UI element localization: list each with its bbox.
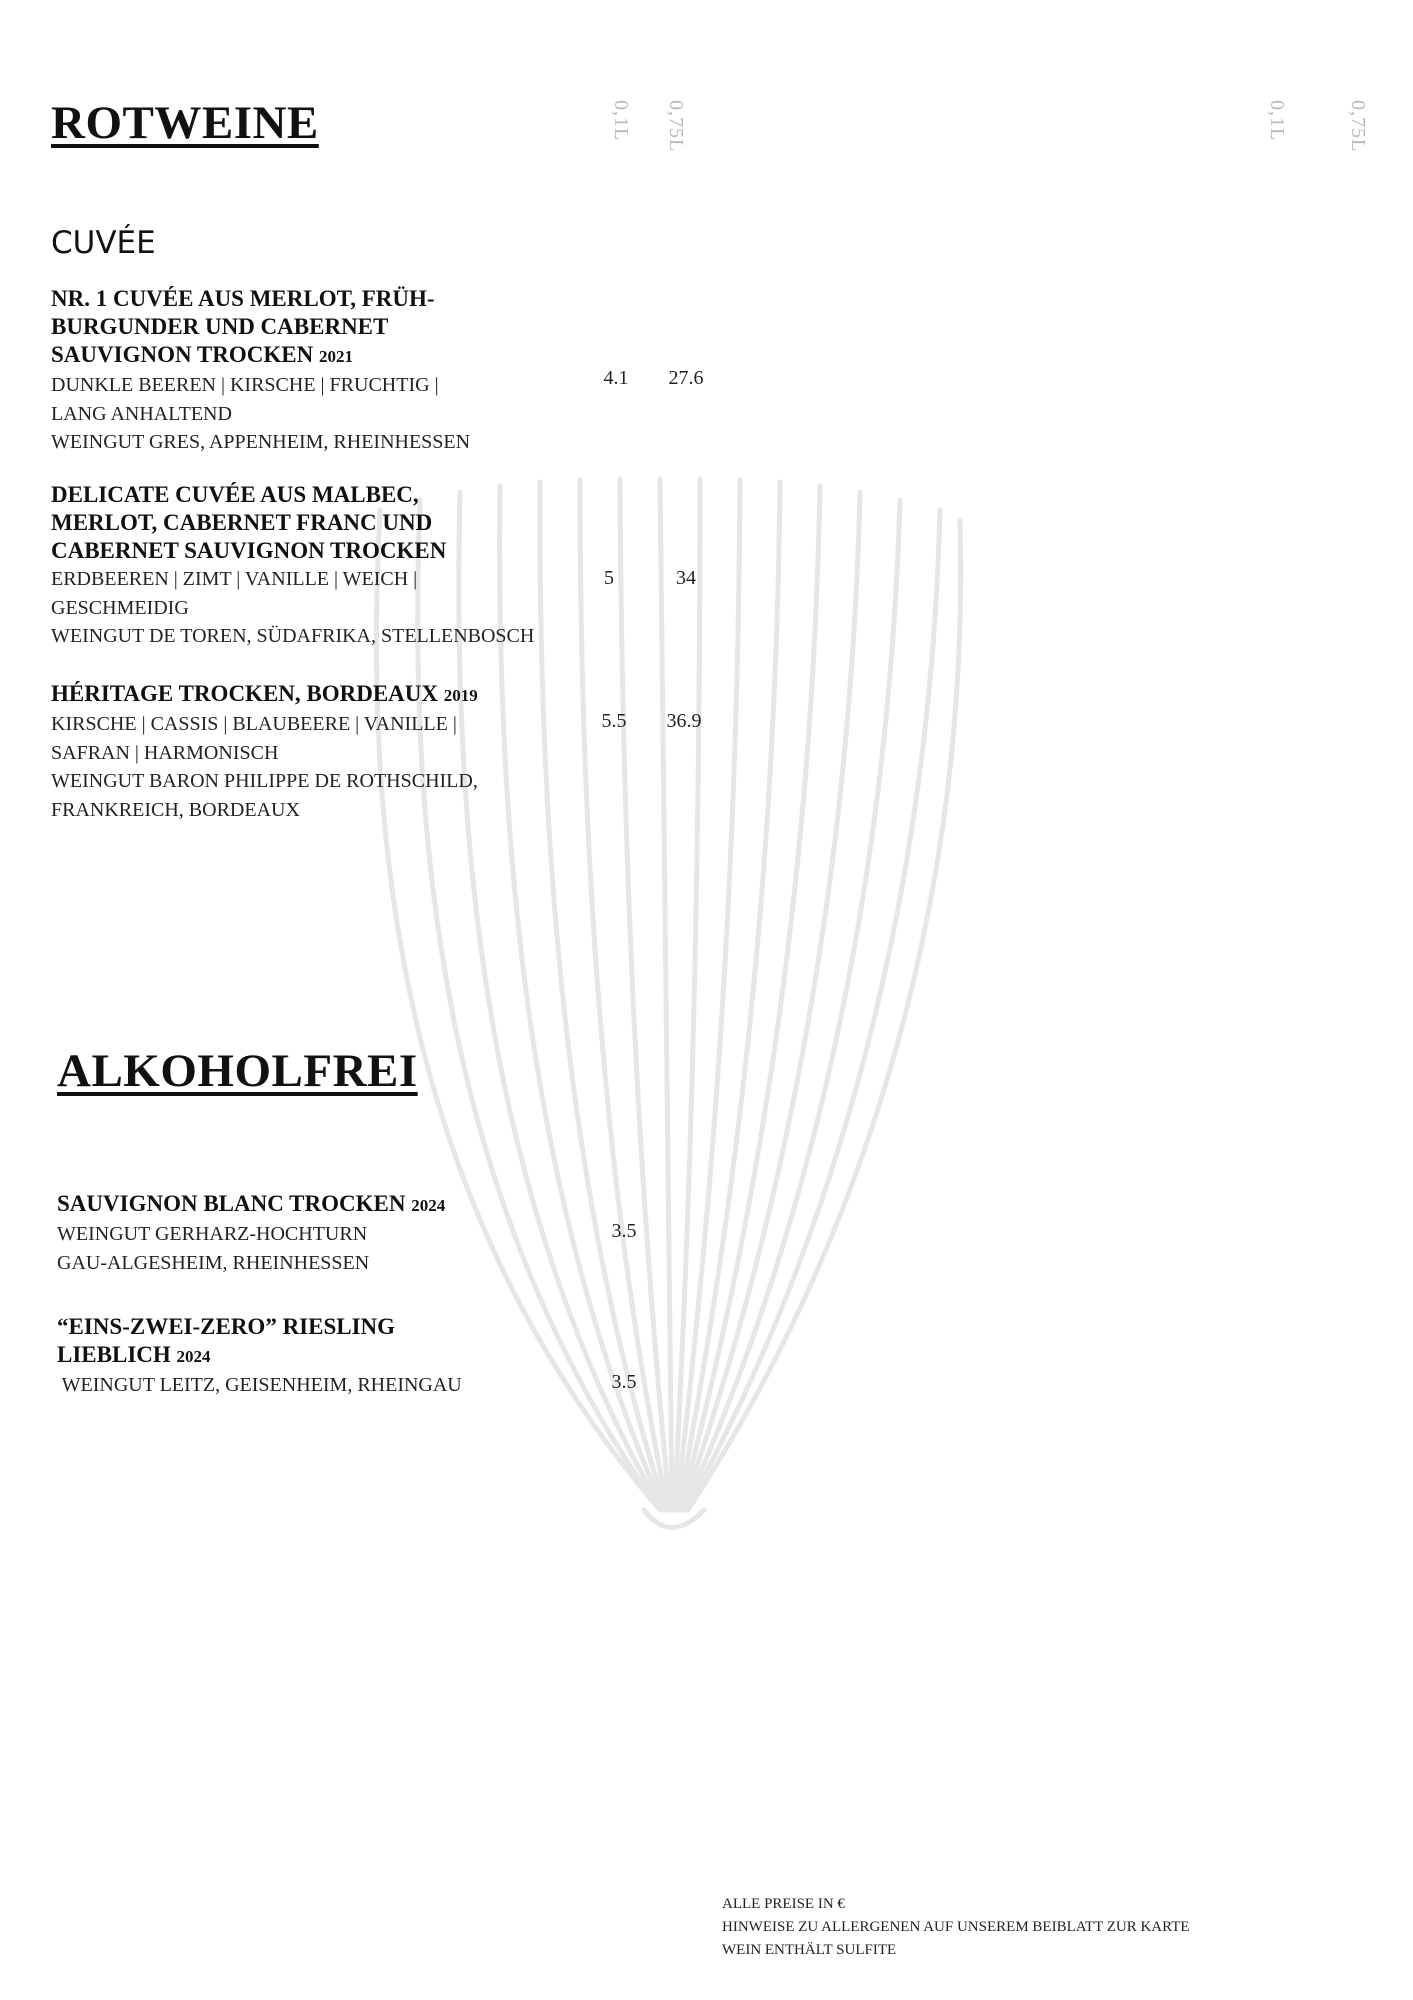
volume-label-large-right: 0,75L bbox=[1347, 100, 1369, 153]
footer-sulfite-note: WEIN ENTHÄLT SULFITE bbox=[722, 1942, 897, 1958]
price-large: 34 bbox=[676, 567, 696, 589]
wine-item bbox=[57, 1190, 445, 1277]
price-large: 27.6 bbox=[668, 367, 704, 389]
price-large: 36.9 bbox=[666, 710, 702, 732]
wine-item bbox=[57, 1313, 462, 1400]
wine-year: 2024 bbox=[411, 1196, 446, 1215]
wine-producer-line: WEINGUT GERHARZ-HOCHTURN bbox=[57, 1223, 368, 1245]
wine-name-text: “EINS-ZWEI-ZERO” RIESLING LIEBLICH bbox=[57, 1314, 396, 1367]
price-small: 5.5 bbox=[601, 710, 627, 732]
wine-item bbox=[51, 680, 478, 824]
wine-name-text: NR. 1 CUVÉE AUS MERLOT, FRÜH- BURGUNDER UND CABERNET SAUVIGNON TROCKEN bbox=[51, 286, 435, 367]
price: 3.5 bbox=[611, 1220, 637, 1242]
wine-name bbox=[57, 1190, 445, 1220]
wine-name-text: HÉRITAGE TROCKEN, BORDEAUX bbox=[51, 681, 439, 706]
footer-allergen-note: HINWEISE ZU ALLERGENEN AUF UNSEREM BEIBLATT ZUR KARTE bbox=[722, 1919, 1190, 1935]
footer-currency-note: ALLE PREISE IN € bbox=[722, 1896, 845, 1912]
wine-producer-line: WEINGUT GRES, APPENHEIM, RHEINHESSEN bbox=[51, 431, 471, 453]
wine-producer-line: WEINGUT DE TOREN, SÜDAFRIKA, STELLENBOSCH bbox=[51, 625, 535, 647]
wine-description-line: LANG ANHALTEND bbox=[51, 402, 232, 425]
wine-producer-line: WEINGUT BARON PHILIPPE DE ROTHSCHILD, bbox=[51, 770, 478, 792]
footer-notes bbox=[722, 1893, 1190, 1962]
wine-name: DELICATE CUVÉE AUS MALBEC, MERLOT, CABERNET FRANC UND CABERNET SAUVIGNON TROCKEN bbox=[51, 482, 447, 563]
volume-label-large: 0,75L bbox=[665, 100, 687, 153]
section-heading-alkoholfrei: ALKOHOLFREI bbox=[57, 1045, 418, 1097]
wine-item bbox=[51, 285, 470, 457]
wine-name-text: SAUVIGNON BLANC TROCKEN bbox=[57, 1191, 406, 1216]
price: 3.5 bbox=[611, 1371, 637, 1393]
wine-description-line: ERDBEEREN | ZIMT | VANILLE | WEICH | bbox=[51, 568, 418, 590]
wine-producer-line: WEINGUT LEITZ, GEISENHEIM, RHEINGAU bbox=[57, 1374, 462, 1396]
section-heading-rotweine: ROTWEINE bbox=[51, 97, 319, 149]
wine-producer-line: FRANKREICH, BORDEAUX bbox=[51, 798, 300, 821]
price-small: 4.1 bbox=[603, 367, 629, 389]
wine-description-line: DUNKLE BEEREN | KIRSCHE | FRUCHTIG | bbox=[51, 374, 439, 396]
subsection-title-cuvee: CUVÉE bbox=[51, 225, 156, 261]
wine-producer-line: GAU-ALGESHEIM, RHEINHESSEN bbox=[57, 1251, 370, 1274]
wine-year: 2021 bbox=[318, 347, 353, 366]
wine-name bbox=[51, 285, 470, 371]
wine-description-line: SAFRAN | HARMONISCH bbox=[51, 741, 279, 764]
price-small: 5 bbox=[604, 567, 614, 589]
wine-item bbox=[51, 481, 534, 651]
wine-name bbox=[51, 680, 478, 710]
wine-name bbox=[57, 1313, 462, 1371]
volume-label-small-right: 0,1L bbox=[1266, 100, 1288, 142]
wine-year: 2019 bbox=[443, 686, 478, 705]
wine-description-line: GESCHMEIDIG bbox=[51, 596, 189, 619]
wine-description-line: KIRSCHE | CASSIS | BLAUBEERE | VANILLE | bbox=[51, 713, 457, 735]
volume-label-small: 0,1L bbox=[610, 100, 632, 142]
wine-year: 2024 bbox=[176, 1347, 211, 1366]
